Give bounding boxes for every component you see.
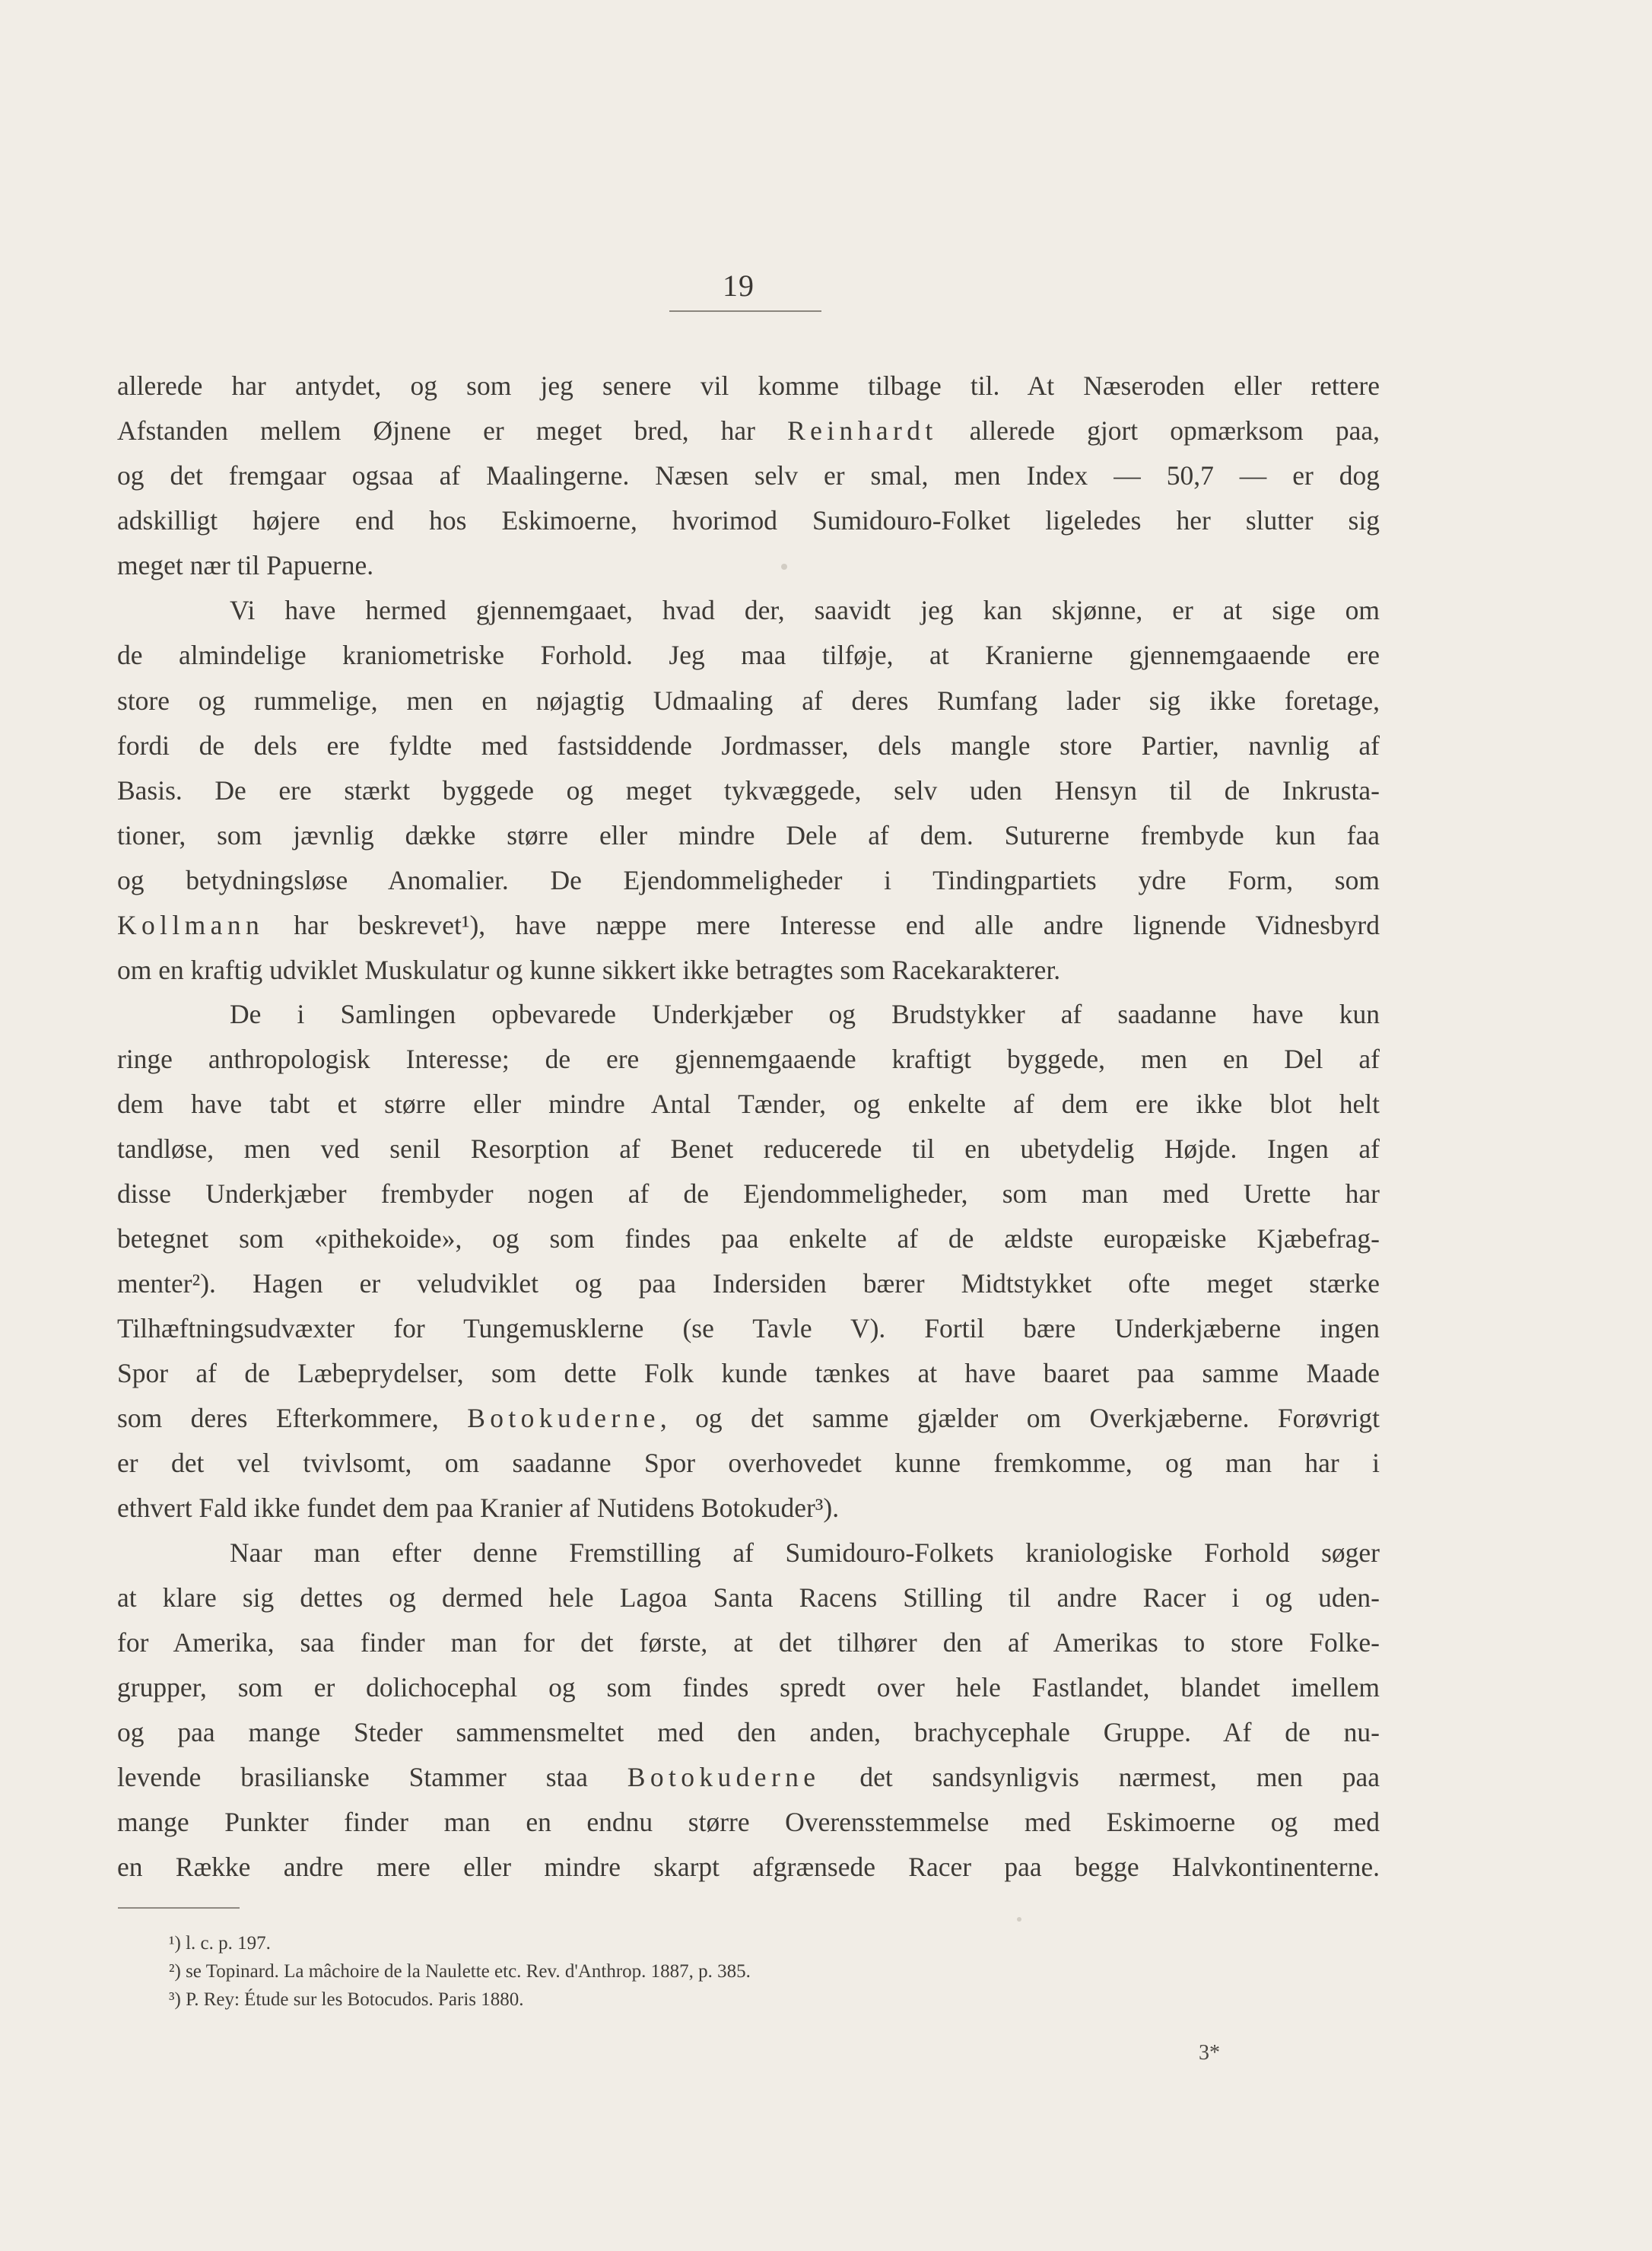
text-line: menter²). Hagen er veludviklet og paa Indersiden bærer Midtstykket ofte meget stærke: [117, 1268, 1380, 1299]
footnote-rule: [118, 1907, 240, 1909]
text-line: og paa mange Steder sammensmeltet med den anden, brachycephale Gruppe. Af de nu-: [117, 1717, 1380, 1747]
text-line: dem have tabt et større eller mindre Antal Tænder, og enkelte af dem ere ikke blot helt: [117, 1089, 1380, 1119]
text-line: og det fremgaar ogsaa af Maalingerne. Næsen selv er smal, men Index — 50,7 — er dog: [117, 460, 1380, 491]
text-line: som deres Efterkommere, Botokuderne, og det samme gjælder om Overkjæberne. Forøvrigt: [117, 1403, 1380, 1433]
spaced-name: Botokuderne: [467, 1403, 660, 1433]
signature-mark: 3*: [1199, 2041, 1220, 2065]
text-line: betegnet som «pithekoide», og som findes paa enkelte af de ældste europæiske Kjæbefrag-: [117, 1223, 1380, 1254]
text-line: tioner, som jævnlig dække større eller mindre Dele af dem. Suturerne frembyde kun faa: [117, 820, 1380, 850]
text-line: Kollmann har beskrevet¹), have næppe mere Interesse end alle andre lignende Vidnesbyrd: [117, 910, 1380, 940]
text-line: ringe anthropologisk Interesse; de ere gjennemgaaende kraftigt byggede, men en Del af: [117, 1044, 1380, 1074]
text-line: Basis. De ere stærkt byggede og meget tykvæggede, selv uden Hensyn til de Inkrusta-: [117, 775, 1380, 806]
paper-spot: [781, 564, 787, 570]
text-line: disse Underkjæber frembyder nogen af de Ejendommeligheder, som man med Urette har: [117, 1178, 1380, 1209]
footnote: ³) P. Rey: Étude sur les Botocudos. Paris 1880.: [169, 1989, 524, 2010]
text-line: en Række andre mere eller mindre skarpt afgrænsede Racer paa begge Halvkontinenterne.: [117, 1852, 1380, 1882]
spaced-name: Botokuderne: [627, 1762, 821, 1792]
text-line: mange Punkter finder man en endnu større Overensstemmelse med Eskimoerne og med: [117, 1807, 1380, 1837]
header-rule: [669, 310, 821, 312]
text-line: adskilligt højere end hos Eskimoerne, hvorimod Sumidouro-Folket ligeledes her slutter sig: [117, 505, 1380, 536]
text-line: Spor af de Læbeprydelser, som dette Folk kunde tænkes at have baaret paa samme Maade: [117, 1358, 1380, 1388]
text-line: allerede har antydet, og som jeg senere vil komme tilbage til. At Næseroden eller rettere: [117, 370, 1380, 401]
text-line: at klare sig dettes og dermed hele Lagoa Santa Racens Stilling til andre Racer i og uden-: [117, 1582, 1380, 1613]
footnote: ²) se Topinard. La mâchoire de la Naulette etc. Rev. d'Anthrop. 1887, p. 385.: [169, 1961, 751, 1982]
text-line: De i Samlingen opbevarede Underkjæber og Brudstykker af saadanne have kun: [230, 999, 1380, 1029]
text-line: for Amerika, saa finder man for det første, at det tilhører den af Amerikas to store Folke-: [117, 1627, 1380, 1658]
text-line: er det vel tvivlsomt, om saadanne Spor overhovedet kunne fremkomme, og man har i: [117, 1448, 1380, 1478]
text-line: Vi have hermed gjennemgaaet, hvad der, saavidt jeg kan skjønne, er at sige om: [230, 595, 1380, 625]
text-line: store og rummelige, men en nøjagtig Udmaaling af deres Rumfang lader sig ikke foretage,: [117, 685, 1380, 716]
text-line: levende brasilianske Stammer staa Botokuderne det sandsynligvis nærmest, men paa: [117, 1762, 1380, 1792]
text-line: tandløse, men ved senil Resorption af Benet reducerede til en ubetydelig Højde. Ingen af: [117, 1133, 1380, 1164]
text-line: Tilhæftningsudvæxter for Tungemusklerne (se Tavle V). Fortil bære Underkjæberne ingen: [117, 1313, 1380, 1343]
text-line: ethvert Fald ikke fundet dem paa Kranier af Nutidens Botokuder³).: [117, 1493, 840, 1523]
text-line: Afstanden mellem Øjnene er meget bred, har Reinhardt allerede gjort opmærksom paa,: [117, 415, 1380, 446]
spaced-name: Reinhardt: [787, 415, 938, 446]
text-line: Naar man efter denne Fremstilling af Sumidouro-Folkets kraniologiske Forhold søger: [230, 1537, 1380, 1568]
paper-spot: [1017, 1917, 1021, 1922]
text-line: om en kraftig udviklet Muskulatur og kunne sikkert ikke betragtes som Racekarakterer.: [117, 955, 1061, 985]
text-line: grupper, som er dolichocephal og som findes spredt over hele Fastlandet, blandet imellem: [117, 1672, 1380, 1703]
text-line: fordi de dels ere fyldte med fastsiddende Jordmasser, dels mangle store Partier, navnlig af: [117, 730, 1380, 761]
text-line: de almindelige kraniometriske Forhold. Jeg maa tilføje, at Kranierne gjennemgaaende ere: [117, 640, 1380, 670]
page-number: 19: [723, 269, 755, 303]
spaced-name: Kollmann: [117, 910, 265, 940]
text-line: og betydningsløse Anomalier. De Ejendommeligheder i Tindingpartiets ydre Form, som: [117, 865, 1380, 895]
footnote: ¹) l. c. p. 197.: [169, 1933, 271, 1954]
text-line: meget nær til Papuerne.: [117, 550, 374, 580]
